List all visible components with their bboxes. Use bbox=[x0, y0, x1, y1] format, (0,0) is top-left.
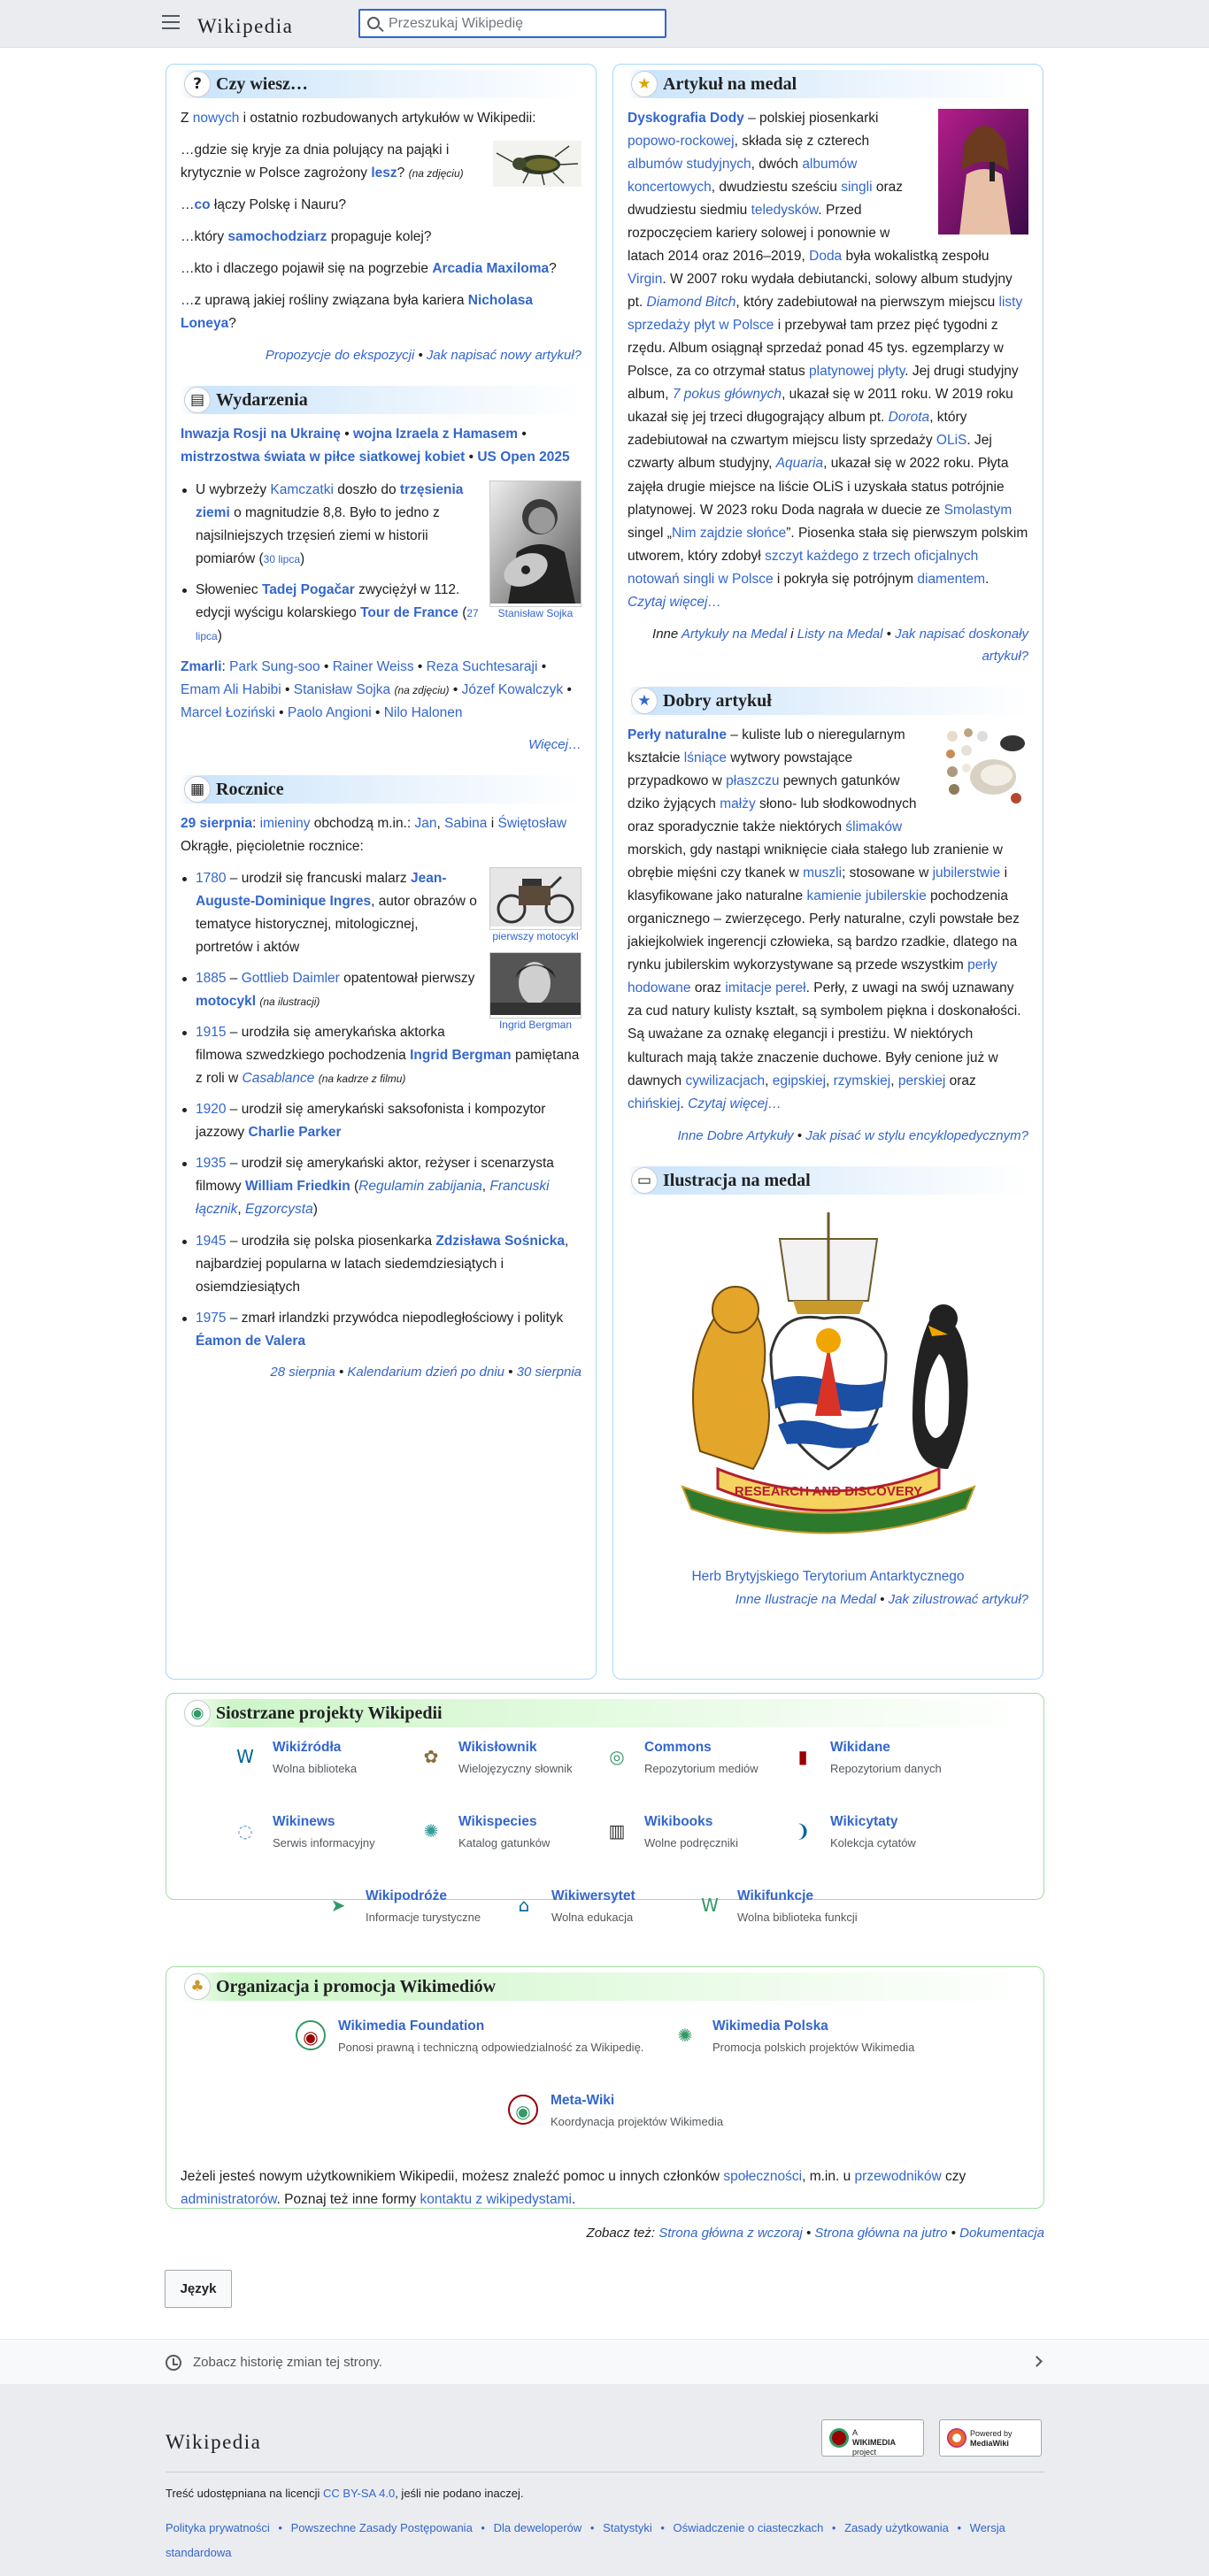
calendar-icon: ▦ bbox=[184, 776, 211, 803]
lesz-link[interactable]: lesz bbox=[371, 165, 397, 181]
project-wikinews[interactable]: ◌ Wikinews Serwis informacyjny bbox=[230, 1811, 416, 1864]
menu-icon[interactable] bbox=[162, 15, 180, 29]
anniversaries-section bbox=[181, 775, 581, 1383]
project-wikispecies[interactable]: ✺ Wikispecies Katalog gatunków bbox=[416, 1811, 602, 1864]
wikipedia-logo[interactable]: Wikipedia bbox=[197, 15, 294, 37]
newspaper-icon: ▤ bbox=[184, 387, 211, 413]
footer-link[interactable]: Powszechne Zasady Postępowania • bbox=[291, 2521, 494, 2534]
project-wikibooks[interactable]: ▥ Wikibooks Wolne podręczniki bbox=[602, 1811, 788, 1864]
dyk-item: …z uprawą jakiej rośliny związana była kariera Nicholasa Loneya? bbox=[181, 293, 534, 332]
newcomer-text: Jeżeli jesteś nowym użytkownikiem Wikipedii, możesz znaleźć pomoc u innych członków społeczności, m.in. u przewodników czy administratorów. Poznaj też inne formy kontaktu z wikipedystami. bbox=[181, 2169, 966, 2208]
history-icon bbox=[166, 2355, 181, 2371]
list-item: 1935 – urodził się amerykański aktor, reżyser i scenarzysta filmowy William Friedkin (Regulamin zabijania, Francuski łącznik, Egzorcysta) bbox=[181, 1152, 581, 1221]
picture-icon: ▭ bbox=[631, 1167, 658, 1194]
anniv-list bbox=[181, 867, 581, 1353]
sister-projects-section bbox=[166, 1693, 1044, 1924]
project-wikiźródła[interactable]: W Wikiźródła Wolna biblioteka bbox=[230, 1736, 416, 1789]
project-commons[interactable]: ◎ Commons Repozytorium mediów bbox=[602, 1736, 788, 1789]
wikimedia-organizations-section bbox=[166, 1966, 1044, 2209]
right-column bbox=[612, 64, 1043, 1680]
license-link[interactable]: CC BY-SA 4.0 bbox=[323, 2487, 396, 2500]
events-more bbox=[181, 734, 581, 756]
wikisource-icon: W bbox=[236, 1746, 254, 1767]
sister-projects-grid bbox=[181, 1736, 1029, 1924]
dyk-item: …kto i dlaczego pojawił się na pogrzebie Arcadia Maxiloma? bbox=[181, 261, 557, 277]
wikimedia-icon: ◉ bbox=[184, 1700, 211, 1726]
footer-link[interactable]: Statystyki • bbox=[603, 2521, 673, 2534]
deaths-line: Zmarli: Park Sung-soo • Rainer Weiss • Reza Suchtesaraji • Emam Ali Habibi • Stanisław Sojka (na zdjęciu) • Józef Kowalczyk • Marcel Łoziński • Paolo Angioni • Nilo Halonen bbox=[181, 658, 572, 720]
good-article-section bbox=[628, 687, 1028, 1147]
featured-text: Dyskografia Dody – polskiej piosenkarki popowo-rockowej, składa się z czterech albumów studyjnych, dwóch albumów koncertowych, dwudziestu sześciu singli oraz dwudziestu siedmiu teledysków. Przed rozpoczęciem kariery solowej i ponownie w latach 2014 oraz 2016–2019, Doda była wokalistką zespołu Virgin. W 2007 roku wydała debiutancki, solowy album studyjny pt. Diamond Bitch, który zadebiutował na pierwszym miejscu listy sprzedaży płyt w Polsce i przebywał tam przez pięć tygodni z rzędu. Album osiągnął sprzedaż ponad 45 tys. egzemplarzy w Polsce, za co otrzymał status platynowej płyty. Jej drugi studyjny album, 7 pokus głównych, ukazał się w 2011 roku. W 2019 roku ukazał się jej trzeci długogrający album pt. Dorota, który zadebiutował na czwartym miejscu listy sprzedaży OLiS. Jej czwarty album studyjny, Aquaria, ukazał się w 2022 roku. Płyta zajęła drugie miejsce na liście OLiS i uzyskała status potrójnie platynowej. W 2023 roku Doda nagrała w duecie ze Smolastym singel „Nim zajdzie słońce”. Piosenka stała się pierwszym polskim utworem, który zdobył szczyt każdego z trzech oficjalnych notowań singli w Polsce i pokryła się potrójnym diamentem. Czytaj więcej… bbox=[628, 111, 1028, 610]
beetle-image[interactable] bbox=[493, 141, 581, 189]
dyk-item: …gdzie się kryje za dnia polujący na pająki i krytycznie w Polsce zagrożony lesz? (na zdjęciu) bbox=[181, 142, 464, 181]
anniversaries-heading: ▦ Rocznice bbox=[181, 775, 581, 804]
project-wikifunkcje[interactable]: W Wikifunkcje Wolna biblioteka funkcji bbox=[695, 1885, 881, 1938]
footer-link[interactable]: Wersja standardowa bbox=[166, 2521, 1005, 2559]
list-item: 1885 – Gottlieb Daimler opatentował pierwszy motocykl (na ilustracji) bbox=[181, 967, 581, 1013]
commons-icon: ◎ bbox=[609, 1746, 625, 1767]
footer bbox=[0, 2385, 1209, 2576]
featured-heading: ★ Artykuł na medal bbox=[628, 70, 1028, 98]
events-more-link[interactable]: Więcej… bbox=[528, 736, 581, 752]
mediawiki-logo-icon bbox=[947, 2428, 966, 2448]
samochodziarz-link[interactable]: samochodziarz bbox=[227, 229, 327, 245]
dyk-item: …który samochodziarz propaguje kolej? bbox=[181, 229, 432, 245]
wikibooks-icon: ▥ bbox=[608, 1820, 626, 1842]
list-item: 1780 – urodził się francuski malarz Jean-Auguste-Dominique Ingres, autor obrazów o tematyce historycznej, mitologicznej, portretów i aktów bbox=[181, 867, 581, 959]
meta-wiki-icon: ◉ bbox=[508, 2095, 538, 2125]
good-text: Perły naturalne – kuliste lub o nieregularnym kształcie lśniące wytwory powstające przypadkowo w płaszczu pewnych gatunków dziko żyjących małży słono- lub słodkowodnych oraz sporadycznie także niektórych ślimaków morskich, gdy nastąpi wniknięcie ciała stałego lub zranienie w obrębie mięśni czy tkanek w muszli; stosowane w jubilerstwie i klasyfikowane jako naturalne kamienie jubilerskie pochodzenia organicznego – zwierzęcego. Perły naturalne, czyli powstałe bez jakiejkolwiek ingerencji człowieka, są bardzo rzadkie, dlatego na rynku jubilerskim wykorzystywane są przede wszystkim perły hodowane oraz imitacje pereł. Perły, z uwagi na swój uznawany za cud natury kulisty kształt, są symbolem piękna i doskonałości. Są uważane za oznakę elegancji i prestiżu. W niektórych kulturach mają także znaczenie duchowe. Były cenione już w dawnych cywilizacjach, egipskiej, rzymskiej, perskiej oraz chińskiej. Czytaj więcej… bbox=[628, 727, 1021, 1111]
question-icon: ? bbox=[184, 71, 211, 97]
wikivoyage-icon: ➤ bbox=[330, 1895, 346, 1916]
project-wikicytaty[interactable]: ❩ Wikicytaty Kolekcja cytatów bbox=[788, 1811, 974, 1864]
blue-star-icon: ★ bbox=[631, 688, 658, 714]
wikiversity-icon: ⌂ bbox=[518, 1895, 530, 1916]
star-icon: ★ bbox=[631, 71, 658, 97]
left-column bbox=[166, 64, 597, 1680]
wikifunctions-icon: W bbox=[701, 1895, 719, 1916]
people-icon: ♣ bbox=[184, 1973, 211, 2000]
co-link[interactable]: co bbox=[194, 197, 211, 213]
wikimedia-logo-icon bbox=[829, 2428, 849, 2448]
anniv-footer: 28 sierpnia • Kalendarium dzień po dniu • 30 sierpnia bbox=[270, 1364, 581, 1380]
wikimedia-project-badge[interactable]: A WIKIMEDIA project bbox=[821, 2419, 924, 2457]
org-wikimedia-polska[interactable]: ✺ Wikimedia Polska Promocja polskich projektów Wikimedia bbox=[670, 2015, 953, 2068]
events-list bbox=[181, 479, 581, 648]
project-wikidane[interactable]: ▮ Wikidane Repozytorium danych bbox=[788, 1736, 974, 1789]
featured-footer: Inne Artykuły na Medal i Listy na Medal • Jak napisać doskonały artykuł? bbox=[652, 626, 1028, 664]
motorcycle-image[interactable]: pierwszy motocykl Ingrid Bergman bbox=[489, 867, 581, 1032]
coat-motto: RESEARCH AND DISCOVERY bbox=[734, 1483, 922, 1499]
picture-footer: Inne Ilustracje na Medal • Jak zilustrować artykuł? bbox=[735, 1591, 1028, 1607]
dyk-intro: Z nowych i ostatnio rozbudowanych artykułów w Wikipedii: bbox=[181, 111, 536, 126]
sojka-image[interactable]: Stanisław Sojka bbox=[489, 481, 581, 620]
org-wikimedia-foundation[interactable]: ◉ Wikimedia Foundation Ponosi prawną i techniczną odpowiedzialność za Wikipedię. bbox=[296, 2015, 667, 2068]
proposals-link[interactable]: Propozycje do ekspozycji bbox=[265, 348, 415, 364]
events-heading: ▤ Wydarzenia bbox=[181, 386, 581, 414]
dyk-footer: Propozycje do ekspozycji • Jak napisać nowy artykuł? bbox=[265, 348, 581, 364]
sister-heading: ◉ Siostrzane projekty Wikipedii bbox=[181, 1699, 1029, 1727]
page-history-bar[interactable] bbox=[0, 2339, 1209, 2385]
list-item: 1975 – zmarł irlandzki przywódca niepodległościowy i polityk Éamon de Valera bbox=[181, 1307, 581, 1353]
picture-heading: ▭ Ilustracja na medal bbox=[628, 1166, 1028, 1195]
nicholas-loney-link[interactable]: Nicholasa Loneya bbox=[181, 293, 534, 332]
wikinews-icon: ◌ bbox=[237, 1820, 253, 1842]
history-text[interactable]: Zobacz historię zmian tej strony. bbox=[193, 2355, 382, 2370]
arcadia-maxiloma-link[interactable]: Arcadia Maxiloma bbox=[432, 261, 550, 277]
coat-of-arms-image[interactable] bbox=[628, 1203, 1028, 1588]
good-heading: ★ Dobry artykuł bbox=[628, 687, 1028, 715]
list-item: 1915 – urodziła się amerykańska aktorka filmowa szwedzkiego pochodzenia Ingrid Bergman pamiętana z roli w Casablance (na kadrze z filmu) bbox=[181, 1021, 581, 1090]
wikimedia-polska-icon: ✺ bbox=[677, 2025, 693, 2046]
footer-link[interactable]: Dla deweloperów • bbox=[494, 2521, 604, 2534]
did-you-know-heading: ? Czy wiesz… bbox=[181, 70, 581, 98]
list-item: U wybrzeży Kamczatki doszło do trzęsienia ziemi o magnitudzie 8,8. Było to jedno z najsilniejszych trzęsień ziemi w historii pomiarów (30 lipca) bbox=[181, 479, 581, 571]
wikiquote-icon: ❩ bbox=[795, 1820, 811, 1842]
footer-link[interactable]: Zasady użytkowania • bbox=[844, 2521, 970, 2534]
org-grid bbox=[181, 2010, 1029, 2165]
project-wikisłownik[interactable]: ✿ Wikisłownik Wielojęzyczny słownik bbox=[416, 1736, 602, 1789]
project-wikipodróże[interactable]: ➤ Wikipodróże Informacje turystyczne bbox=[323, 1885, 509, 1938]
picture-section bbox=[628, 1166, 1028, 1611]
list-item: 1920 – urodził się amerykański saksofonista i kompozytor jazzowy Charlie Parker bbox=[181, 1098, 581, 1144]
footer-link[interactable]: Oświadczenie o ciasteczkach • bbox=[674, 2521, 845, 2534]
wikimedia-foundation-icon: ◉ bbox=[296, 2020, 326, 2050]
doda-image[interactable] bbox=[938, 109, 1028, 237]
org-meta-wiki[interactable]: ◉ Meta-Wiki Koordynacja projektów Wikimedia bbox=[508, 2089, 774, 2142]
read-more-link[interactable]: Czytaj więcej… bbox=[628, 594, 721, 610]
footer-logo[interactable]: Wikipedia bbox=[166, 2431, 262, 2453]
new-articles-link[interactable]: nowych bbox=[192, 111, 240, 126]
language-button[interactable]: Język bbox=[165, 2270, 232, 2308]
search-icon bbox=[367, 17, 380, 29]
license-text: Treść udostępniana na licencji CC BY-SA 4.0, jeśli nie podano inaczej. bbox=[166, 2487, 524, 2500]
powered-by-mediawiki-badge[interactable]: Powered by MediaWiki bbox=[939, 2419, 1042, 2457]
wikispecies-icon: ✺ bbox=[423, 1820, 439, 1842]
wiktionary-icon: ✿ bbox=[423, 1746, 439, 1767]
wmf-heading: ♣ Organizacja i promocja Wikimediów bbox=[181, 1972, 1029, 2001]
dyk-item: …co łączy Polskę i Nauru? bbox=[181, 197, 346, 213]
pearls-image[interactable] bbox=[940, 724, 1028, 813]
header-bar bbox=[0, 0, 1209, 48]
see-also: Zobacz też: Strona główna z wczoraj • Strona główna na jutro • Dokumentacja bbox=[586, 2226, 1044, 2241]
search-input[interactable] bbox=[389, 14, 654, 34]
list-item: Słoweniec Tadej Pogačar zwyciężył w 112. edycji wyścigu kolarskiego Tour de France (27 lipca) bbox=[181, 579, 581, 648]
footer-link[interactable]: Polityka prywatności • bbox=[166, 2521, 291, 2534]
footer-links bbox=[166, 2516, 1044, 2565]
list-item: 1945 – urodziła się polska piosenkarka Zdzisława Sośnicka, najbardziej popularna w latach siedemdziesiątych i osiemdziesiątych bbox=[181, 1230, 581, 1299]
chevron-right-icon bbox=[1031, 2356, 1043, 2367]
events-headline: Inwazja Rosji na Ukrainę • wojna Izraela z Hamasem • mistrzostwa świata w piłce siatkowej kobiet • US Open 2025 bbox=[181, 427, 570, 465]
wikidata-icon: ▮ bbox=[797, 1746, 808, 1767]
featured-article-section bbox=[628, 70, 1028, 667]
how-to-write-link[interactable]: Jak napisać nowy artykuł? bbox=[426, 348, 581, 364]
events-section bbox=[181, 386, 581, 756]
anniv-date-line: 29 sierpnia: imieniny obchodzą m.in.: Jan, Sabina i Świętosław Okrągłe, pięcioletnie rocznice: bbox=[181, 816, 567, 855]
good-footer: Inne Dobre Artykuły • Jak pisać w stylu encyklopedycznym? bbox=[677, 1127, 1028, 1143]
project-wikiwersytet[interactable]: ⌂ Wikiwersytet Wolna edukacja bbox=[509, 1885, 695, 1938]
search-box[interactable] bbox=[358, 9, 666, 38]
did-you-know-section bbox=[181, 70, 581, 366]
picture-caption[interactable]: Herb Brytyjskiego Terytorium Antarktycznego bbox=[691, 1568, 965, 1584]
